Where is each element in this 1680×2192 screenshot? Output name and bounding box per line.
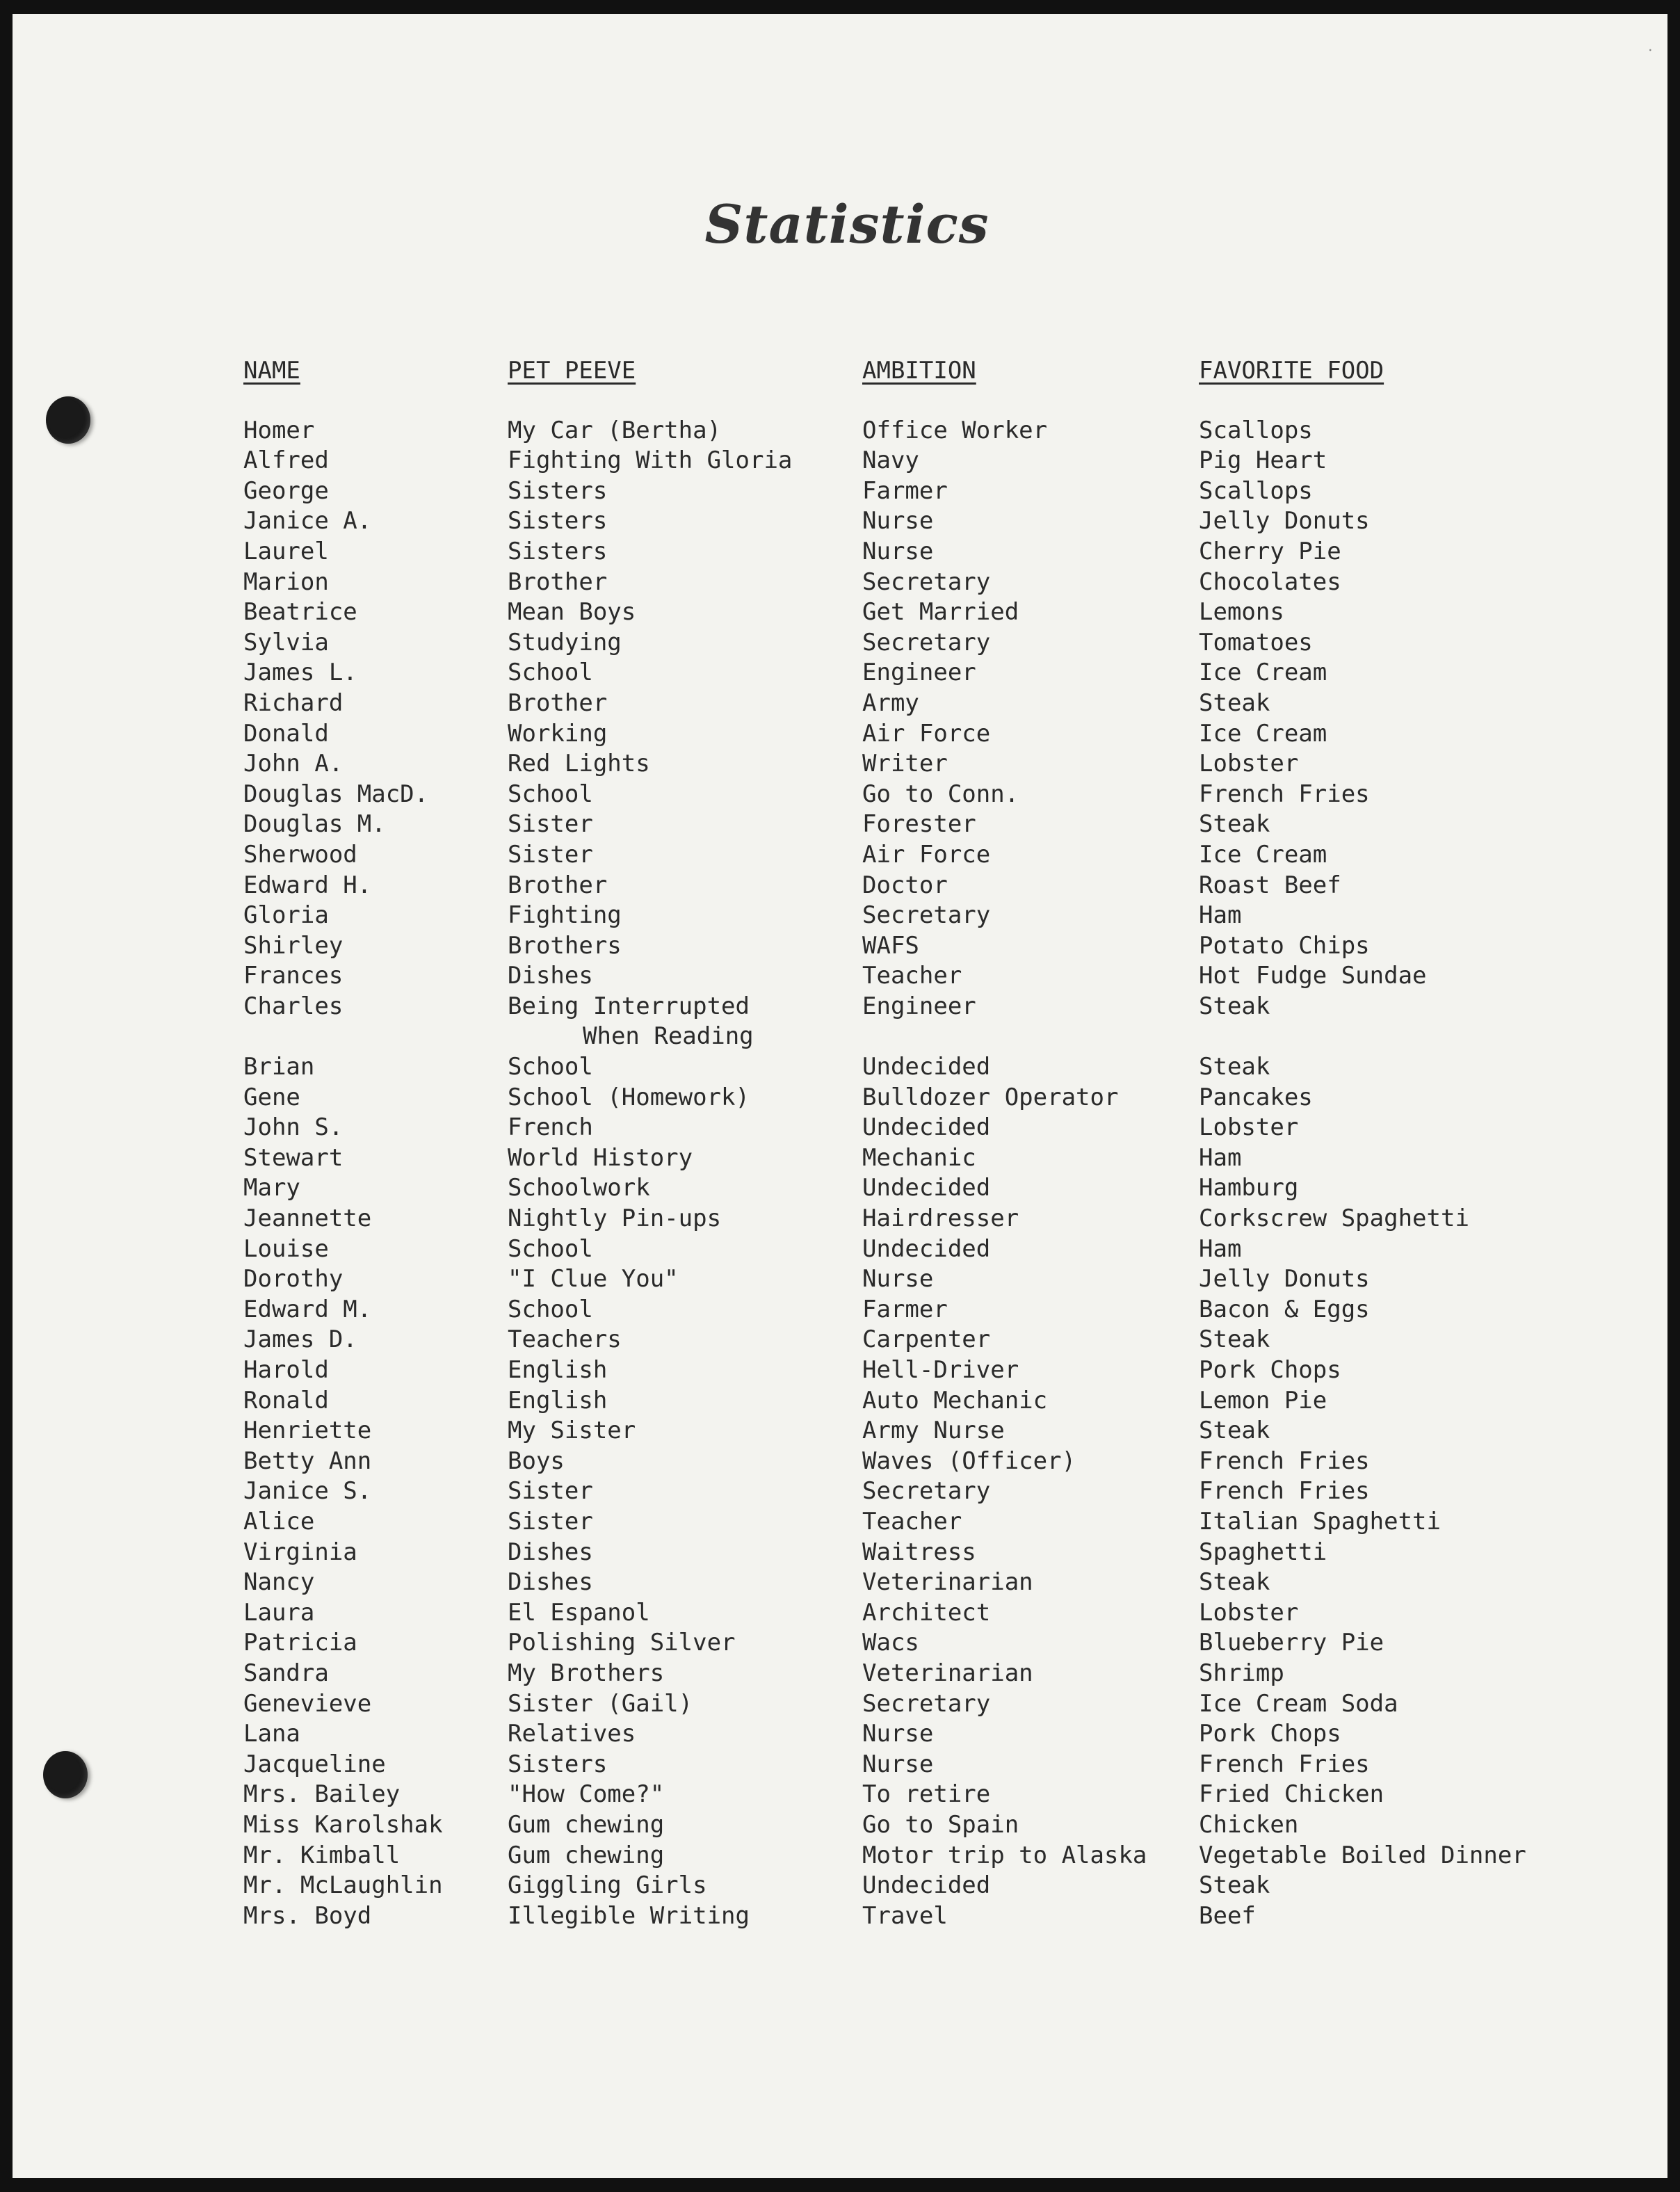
cell-favorite-food: Lobster [1199,1113,1299,1142]
cell-favorite-food: Scallops [1199,416,1313,444]
page-title: Statistics [704,193,990,255]
cell-favorite-food: Steak [1199,1417,1270,1445]
cell-ambition: Go to Spain [862,1810,1019,1839]
cell-ambition: Auto Mechanic [862,1386,1048,1415]
cell-pet-peeve: Mean Boys [508,598,636,627]
cell-name: Genevieve [243,1689,372,1718]
cell-name: Beatrice [243,598,357,627]
cell-pet-peeve: Sister (Gail) [508,1689,693,1718]
cell-ambition: Carpenter [862,1325,991,1354]
cell-name: Alice [243,1507,315,1536]
cell-pet-peeve: English [508,1356,608,1384]
cell-name: Lana [243,1720,300,1748]
cell-ambition: Undecided [862,1113,991,1142]
cell-name: Mr. Kimball [243,1841,401,1869]
cell-pet-peeve: Brother [508,871,608,899]
cell-name: Alfred [243,446,329,475]
cell-pet-peeve: School (Homework) [508,1083,750,1111]
cell-favorite-food: Ice Cream [1199,719,1327,748]
cell-pet-peeve: School [508,780,593,808]
cell-name: Janice S. [243,1477,372,1506]
cell-name: Mrs. Boyd [243,1901,372,1930]
cell-name: Betty Ann [243,1446,372,1475]
cell-pet-peeve: English [508,1386,608,1415]
cell-pet-peeve: Teachers [508,1325,622,1354]
cell-favorite-food: Steak [1199,1053,1270,1081]
cell-favorite-food: Corkscrew Spaghetti [1199,1204,1469,1233]
cell-pet-peeve: Nightly Pin-ups [508,1204,722,1233]
cell-favorite-food: Potato Chips [1199,931,1370,960]
cell-favorite-food: Steak [1199,688,1270,717]
cell-favorite-food: Roast Beef [1199,871,1341,899]
cell-favorite-food: Ice Cream [1199,840,1327,869]
cell-ambition: Army Nurse [862,1417,1005,1445]
cell-ambition: Forester [862,810,976,839]
cell-name: Harold [243,1356,329,1384]
cell-pet-peeve: Relatives [508,1720,636,1748]
cell-ambition: Office Worker [862,416,1048,444]
cell-favorite-food: Chocolates [1199,567,1341,596]
binder-hole-top [46,396,90,444]
cell-ambition: Nurse [862,507,934,535]
cell-favorite-food: Lobster [1199,750,1299,778]
cell-favorite-food: Ham [1199,1234,1242,1263]
cell-name: Brian [243,1053,315,1081]
cell-pet-peeve: Dishes [508,1538,593,1566]
cell-favorite-food: Steak [1199,1871,1270,1900]
corner-mark: ⸱ [1648,42,1652,58]
cell-ambition: Go to Conn. [862,780,1019,808]
cell-pet-peeve: Sisters [508,507,608,535]
cell-favorite-food: Shrimp [1199,1659,1284,1687]
cell-pet-peeve: Dishes [508,962,593,990]
cell-name: Mary [243,1174,300,1202]
cell-favorite-food: Italian Spaghetti [1199,1507,1441,1536]
cell-favorite-food: Ice Cream Soda [1199,1689,1398,1718]
cell-pet-peeve: Fighting With Gloria [508,446,793,475]
cell-ambition: Secretary [862,901,991,930]
cell-favorite-food: Blueberry Pie [1199,1629,1384,1657]
cell-name: Virginia [243,1538,357,1566]
cell-pet-peeve: School [508,1295,593,1323]
cell-favorite-food: Ham [1199,901,1242,930]
cell-ambition: Nurse [862,537,934,565]
cell-ambition: Teacher [862,1507,962,1536]
cell-name: Jeannette [243,1204,372,1233]
cell-favorite-food: Fried Chicken [1199,1780,1384,1809]
cell-name: Shirley [243,931,344,960]
cell-favorite-food: French Fries [1199,780,1370,808]
header-ambition: AMBITION [862,357,976,385]
cell-name: Douglas MacD. [243,780,429,808]
cell-pet-peeve: Fighting [508,901,622,930]
cell-favorite-food: Cherry Pie [1199,537,1341,565]
cell-ambition: Waves (Officer) [862,1446,1076,1475]
cell-name: John S. [243,1113,344,1142]
cell-ambition: Secretary [862,1689,991,1718]
cell-favorite-food: Steak [1199,810,1270,839]
paper-page [13,14,1667,2178]
cell-favorite-food: Chicken [1199,1810,1299,1839]
cell-name: Marion [243,567,329,596]
cell-pet-peeve: Studying [508,628,622,656]
cell-ambition: Nurse [862,1720,934,1748]
header-pet-peeve: PET PEEVE [508,357,636,385]
cell-ambition: Get Married [862,598,1019,627]
cell-pet-peeve: El Espanol [508,1598,650,1627]
cell-ambition: Undecided [862,1053,991,1081]
cell-pet-peeve: Sister [508,1477,593,1506]
cell-pet-peeve: My Car (Bertha) [508,416,722,444]
cell-favorite-food: Spaghetti [1199,1538,1327,1566]
cell-name: Stewart [243,1143,344,1172]
cell-pet-peeve: Brother [508,688,608,717]
cell-ambition: Veterinarian [862,1659,1033,1687]
cell-favorite-food: Pig Heart [1199,446,1327,475]
cell-ambition: Air Force [862,840,991,869]
cell-ambition: Engineer [862,659,976,687]
cell-ambition: Wacs [862,1629,919,1657]
cell-favorite-food: French Fries [1199,1477,1370,1506]
cell-pet-peeve: Working [508,719,608,748]
cell-name: Sherwood [243,840,357,869]
cell-pet-peeve: Gum chewing [508,1841,665,1869]
cell-favorite-food: Beef [1199,1901,1256,1930]
cell-ambition: Nurse [862,1750,934,1778]
cell-ambition: Hell-Driver [862,1356,1019,1384]
cell-ambition: Farmer [862,476,948,505]
cell-name: James L. [243,659,357,687]
cell-ambition: Secretary [862,1477,991,1506]
cell-favorite-food: Hot Fudge Sundae [1199,962,1427,990]
cell-ambition: Farmer [862,1295,948,1323]
cell-pet-peeve: Illegible Writing [508,1901,750,1930]
cell-ambition: Architect [862,1598,991,1627]
cell-favorite-food: Vegetable Boiled Dinner [1199,1841,1526,1869]
cell-pet-peeve: Boys [508,1446,565,1475]
cell-favorite-food: Pork Chops [1199,1720,1341,1748]
cell-name: Edward H. [243,871,372,899]
cell-favorite-food: French Fries [1199,1446,1370,1475]
cell-favorite-food: Ham [1199,1143,1242,1172]
cell-ambition: To retire [862,1780,991,1809]
cell-name: Donald [243,719,329,748]
cell-name: Mrs. Bailey [243,1780,401,1809]
cell-ambition: Undecided [862,1174,991,1202]
cell-name: Janice A. [243,507,372,535]
cell-name: Sandra [243,1659,329,1687]
cell-name: Nancy [243,1568,315,1597]
cell-pet-peeve: Sister [508,810,593,839]
cell-ambition: Travel [862,1901,948,1930]
cell-favorite-food: Pork Chops [1199,1356,1341,1384]
cell-ambition: Secretary [862,567,991,596]
cell-pet-peeve: French [508,1113,593,1142]
cell-name: Homer [243,416,315,444]
cell-name: John A. [243,750,344,778]
cell-favorite-food: Jelly Donuts [1199,1265,1370,1294]
cell-pet-peeve: Brothers [508,931,622,960]
cell-name: James D. [243,1325,357,1354]
cell-pet-peeve: Brother [508,567,608,596]
cell-name: Dorothy [243,1265,344,1294]
cell-favorite-food: Jelly Donuts [1199,507,1370,535]
cell-name: Laurel [243,537,329,565]
cell-favorite-food: Hamburg [1199,1174,1299,1202]
cell-favorite-food: Steak [1199,1568,1270,1597]
cell-pet-peeve: My Sister [508,1417,636,1445]
binder-hole-bottom [43,1751,88,1798]
cell-name: Sylvia [243,628,329,656]
cell-ambition: Air Force [862,719,991,748]
cell-favorite-food: Ice Cream [1199,659,1327,687]
cell-ambition: Undecided [862,1871,991,1900]
cell-favorite-food: Lemons [1199,598,1284,627]
cell-ambition: Engineer [862,992,976,1020]
cell-name: Jacqueline [243,1750,386,1778]
cell-favorite-food: Steak [1199,1325,1270,1354]
cell-name: Mr. McLaughlin [243,1871,443,1900]
cell-pet-peeve: School [508,659,593,687]
cell-name: Douglas M. [243,810,386,839]
cell-ambition: Nurse [862,1265,934,1294]
cell-pet-peeve: Gum chewing [508,1810,665,1839]
cell-name: Laura [243,1598,315,1627]
cell-name: Gloria [243,901,329,930]
cell-name: Henriette [243,1417,372,1445]
cell-name: Miss Karolshak [243,1810,443,1839]
cell-favorite-food: Tomatoes [1199,628,1313,656]
cell-ambition: Undecided [862,1234,991,1263]
cell-name: George [243,476,329,505]
cell-ambition: Secretary [862,628,991,656]
header-favorite-food: FAVORITE FOOD [1199,357,1384,385]
cell-ambition: Mechanic [862,1143,976,1172]
cell-favorite-food: Lobster [1199,1598,1299,1627]
cell-pet-peeve: Being Interrupted [508,992,750,1020]
cell-pet-peeve: Red Lights [508,750,650,778]
cell-pet-peeve: "How Come?" [508,1780,665,1809]
cell-name: Ronald [243,1386,329,1415]
cell-pet-peeve: School [508,1234,593,1263]
cell-ambition: Army [862,688,919,717]
cell-ambition: Teacher [862,962,962,990]
header-name: NAME [243,357,300,385]
cell-name: Charles [243,992,344,1020]
cell-pet-peeve: Sisters [508,537,608,565]
cell-pet-peeve: Dishes [508,1568,593,1597]
cell-pet-peeve: When Reading [583,1022,754,1051]
cell-pet-peeve: Sisters [508,1750,608,1778]
cell-ambition: Hairdresser [862,1204,1019,1233]
cell-pet-peeve: School [508,1053,593,1081]
cell-pet-peeve: World History [508,1143,693,1172]
cell-favorite-food: Scallops [1199,476,1313,505]
cell-favorite-food: French Fries [1199,1750,1370,1778]
cell-pet-peeve: Giggling Girls [508,1871,707,1900]
cell-pet-peeve: Sister [508,1507,593,1536]
cell-favorite-food: Bacon & Eggs [1199,1295,1370,1323]
cell-pet-peeve: Sister [508,840,593,869]
cell-favorite-food: Pancakes [1199,1083,1313,1111]
cell-ambition: Motor trip to Alaska [862,1841,1147,1869]
cell-name: Edward M. [243,1295,372,1323]
cell-favorite-food: Lemon Pie [1199,1386,1327,1415]
cell-ambition: Writer [862,750,948,778]
cell-name: Frances [243,962,344,990]
cell-name: Patricia [243,1629,357,1657]
cell-ambition: Bulldozer Operator [862,1083,1119,1111]
cell-pet-peeve: "I Clue You" [508,1265,679,1294]
cell-name: Louise [243,1234,329,1263]
cell-ambition: Doctor [862,871,948,899]
cell-ambition: WAFS [862,931,919,960]
cell-ambition: Veterinarian [862,1568,1033,1597]
cell-pet-peeve: My Brothers [508,1659,665,1687]
cell-ambition: Navy [862,446,919,475]
cell-name: Gene [243,1083,300,1111]
cell-name: Richard [243,688,344,717]
cell-ambition: Waitress [862,1538,976,1566]
cell-pet-peeve: Polishing Silver [508,1629,736,1657]
cell-favorite-food: Steak [1199,992,1270,1020]
cell-pet-peeve: Sisters [508,476,608,505]
cell-pet-peeve: Schoolwork [508,1174,650,1202]
